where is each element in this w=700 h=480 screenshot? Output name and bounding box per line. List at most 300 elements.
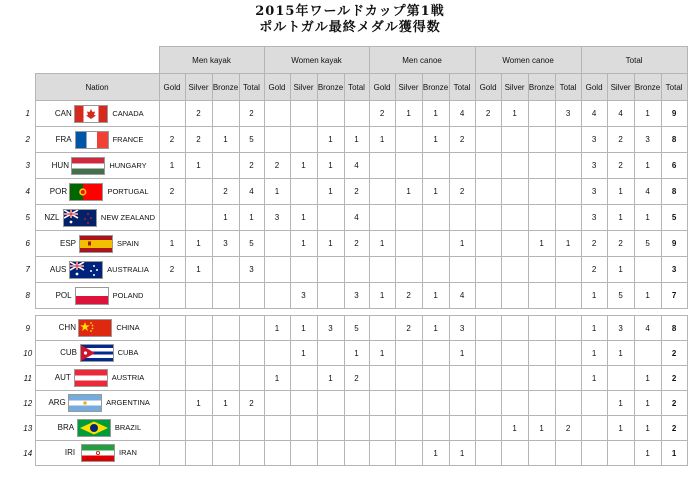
women-canoe-gold-cell bbox=[475, 257, 501, 283]
group-header-women-kayak: Women kayak bbox=[264, 47, 369, 74]
rank-number: 5 bbox=[25, 213, 30, 222]
men-canoe-total-cell bbox=[449, 391, 475, 416]
men-canoe-total-cell: 4 bbox=[449, 101, 475, 127]
men-canoe-total-cell: 4 bbox=[449, 283, 475, 309]
men-kayak-bronze-cell: 1 bbox=[212, 205, 239, 231]
total-silver-cell: 4 bbox=[607, 101, 634, 127]
total-silver-cell: 1 bbox=[607, 179, 634, 205]
women-kayak-gold-cell bbox=[264, 231, 290, 257]
women-canoe-total-cell bbox=[555, 366, 581, 391]
women-canoe-silver-cell: 1 bbox=[501, 416, 528, 441]
men-kayak-bronze-cell: 1 bbox=[212, 127, 239, 153]
total-bronze-cell: 3 bbox=[634, 127, 661, 153]
women-kayak-total-cell: 2 bbox=[344, 366, 369, 391]
nation-code: CAN bbox=[54, 108, 72, 118]
men-canoe-silver-cell bbox=[395, 441, 422, 466]
women-kayak-gold-cell bbox=[264, 441, 290, 466]
nation-cell bbox=[35, 341, 159, 366]
nation-cell bbox=[35, 231, 159, 257]
women-canoe-gold-cell bbox=[475, 205, 501, 231]
women-kayak-bronze-cell bbox=[317, 341, 344, 366]
men-kayak-silver-cell bbox=[185, 316, 212, 341]
nation-name: ARGENTINA bbox=[106, 398, 150, 408]
women-kayak-total-cell: 5 bbox=[344, 316, 369, 341]
men-kayak-silver-cell bbox=[185, 341, 212, 366]
women-kayak-silver-cell bbox=[290, 366, 317, 391]
women-kayak-bronze-cell bbox=[317, 205, 344, 231]
medal-table bbox=[21, 46, 688, 466]
women-kayak-total-cell bbox=[344, 441, 369, 466]
women-kayak-bronze-cell bbox=[317, 416, 344, 441]
men-kayak-silver-cell: 1 bbox=[185, 231, 212, 257]
subheader-women-kayak-total: Total bbox=[344, 74, 369, 101]
women-canoe-silver-cell bbox=[501, 341, 528, 366]
men-kayak-gold-cell: 2 bbox=[159, 127, 185, 153]
women-kayak-total-cell: 2 bbox=[344, 231, 369, 257]
total-gold-cell bbox=[581, 416, 607, 441]
women-kayak-bronze-cell bbox=[317, 257, 344, 283]
total-silver-cell bbox=[607, 366, 634, 391]
men-canoe-bronze-cell bbox=[422, 231, 449, 257]
total-total-cell: 6 bbox=[661, 153, 687, 179]
total-silver-cell: 1 bbox=[607, 205, 634, 231]
men-canoe-silver-cell bbox=[395, 231, 422, 257]
men-kayak-total-cell: 1 bbox=[239, 205, 264, 231]
men-kayak-silver-cell: 1 bbox=[185, 257, 212, 283]
men-canoe-bronze-cell: 1 bbox=[422, 127, 449, 153]
women-kayak-bronze-cell: 1 bbox=[317, 153, 344, 179]
women-canoe-total-cell bbox=[555, 441, 581, 466]
total-bronze-cell: 4 bbox=[634, 316, 661, 341]
men-kayak-silver-cell bbox=[185, 179, 212, 205]
women-canoe-total-cell bbox=[555, 283, 581, 309]
total-silver-cell: 1 bbox=[607, 341, 634, 366]
men-kayak-bronze-cell bbox=[212, 366, 239, 391]
group-header-men-canoe: Men canoe bbox=[369, 47, 475, 74]
argentina-flag-icon bbox=[68, 394, 102, 412]
iran-flag-icon bbox=[81, 444, 115, 462]
total-total-cell: 3 bbox=[661, 257, 687, 283]
women-canoe-bronze-cell bbox=[528, 316, 555, 341]
total-total-cell: 7 bbox=[661, 283, 687, 309]
men-canoe-bronze-cell: 1 bbox=[422, 316, 449, 341]
table-row bbox=[21, 341, 687, 366]
women-kayak-total-cell: 2 bbox=[344, 179, 369, 205]
nation-cell bbox=[35, 441, 159, 466]
women-canoe-silver-cell: 1 bbox=[501, 101, 528, 127]
total-bronze-cell: 1 bbox=[634, 283, 661, 309]
men-kayak-total-cell bbox=[239, 441, 264, 466]
women-canoe-bronze-cell bbox=[528, 257, 555, 283]
nation-code: CUB bbox=[60, 348, 78, 358]
subheader-men-canoe-total: Total bbox=[449, 74, 475, 101]
women-kayak-gold-cell bbox=[264, 127, 290, 153]
total-silver-cell: 2 bbox=[607, 127, 634, 153]
rank-number: 3 bbox=[25, 161, 30, 170]
men-kayak-gold-cell bbox=[159, 341, 185, 366]
table-row bbox=[21, 391, 687, 416]
men-canoe-gold-cell bbox=[369, 316, 395, 341]
nation-name: HUNGARY bbox=[109, 160, 147, 170]
women-kayak-bronze-cell bbox=[317, 391, 344, 416]
men-canoe-gold-cell bbox=[369, 153, 395, 179]
nation-cell bbox=[35, 153, 159, 179]
women-canoe-silver-cell bbox=[501, 153, 528, 179]
men-canoe-bronze-cell bbox=[422, 341, 449, 366]
table-row bbox=[21, 153, 687, 179]
women-kayak-gold-cell: 1 bbox=[264, 316, 290, 341]
rank-number: 1 bbox=[25, 109, 30, 118]
men-canoe-total-cell: 1 bbox=[449, 341, 475, 366]
men-canoe-gold-cell: 1 bbox=[369, 283, 395, 309]
nation-cell bbox=[35, 257, 159, 283]
subheader-men-kayak-bronze: Bronze bbox=[212, 74, 239, 101]
total-silver-cell: 2 bbox=[607, 231, 634, 257]
nation-code: POR bbox=[49, 186, 68, 196]
men-canoe-gold-cell bbox=[369, 441, 395, 466]
men-kayak-total-cell: 4 bbox=[239, 179, 264, 205]
men-kayak-gold-cell: 1 bbox=[159, 231, 185, 257]
total-total-cell: 5 bbox=[661, 205, 687, 231]
table-row bbox=[21, 416, 687, 441]
total-bronze-cell: 1 bbox=[634, 153, 661, 179]
men-kayak-gold-cell bbox=[159, 316, 185, 341]
women-canoe-gold-cell bbox=[475, 127, 501, 153]
men-canoe-bronze-cell: 1 bbox=[422, 283, 449, 309]
total-total-cell: 9 bbox=[661, 101, 687, 127]
rank-number: 14 bbox=[23, 448, 33, 458]
men-kayak-total-cell: 5 bbox=[239, 231, 264, 257]
women-canoe-total-cell bbox=[555, 341, 581, 366]
women-canoe-bronze-cell bbox=[528, 366, 555, 391]
women-canoe-total-cell bbox=[555, 179, 581, 205]
women-canoe-total-cell bbox=[555, 316, 581, 341]
nation-name: SPAIN bbox=[117, 238, 139, 248]
cuba-flag-icon bbox=[80, 344, 114, 362]
men-kayak-gold-cell bbox=[159, 283, 185, 309]
women-canoe-bronze-cell bbox=[528, 441, 555, 466]
men-canoe-total-cell bbox=[449, 205, 475, 231]
nation-name: CUBA bbox=[117, 348, 139, 358]
women-kayak-total-cell bbox=[344, 257, 369, 283]
total-bronze-cell: 1 bbox=[634, 391, 661, 416]
men-kayak-gold-cell bbox=[159, 416, 185, 441]
women-kayak-total-cell: 1 bbox=[344, 127, 369, 153]
table-row bbox=[21, 205, 687, 231]
subheader-men-kayak-silver: Silver bbox=[185, 74, 212, 101]
men-canoe-silver-cell: 1 bbox=[395, 101, 422, 127]
men-canoe-bronze-cell bbox=[422, 416, 449, 441]
nation-name: PORTUGAL bbox=[107, 186, 149, 196]
men-canoe-silver-cell: 1 bbox=[395, 179, 422, 205]
men-kayak-total-cell: 2 bbox=[239, 153, 264, 179]
total-total-cell: 2 bbox=[661, 391, 687, 416]
women-kayak-gold-cell bbox=[264, 257, 290, 283]
men-canoe-silver-cell: 2 bbox=[395, 283, 422, 309]
nation-code: BRA bbox=[57, 423, 75, 433]
men-kayak-gold-cell bbox=[159, 205, 185, 231]
rank-number: 2 bbox=[25, 135, 30, 144]
nation-code: ESP bbox=[60, 238, 77, 248]
nation-cell bbox=[35, 391, 159, 416]
australia-flag-icon bbox=[69, 261, 103, 279]
table-row bbox=[21, 366, 687, 391]
women-kayak-gold-cell: 3 bbox=[264, 205, 290, 231]
men-kayak-bronze-cell bbox=[212, 441, 239, 466]
women-canoe-gold-cell bbox=[475, 441, 501, 466]
women-canoe-bronze-cell bbox=[528, 153, 555, 179]
newzealand-flag-icon bbox=[63, 209, 97, 227]
nation-code: FRA bbox=[55, 134, 72, 144]
women-kayak-silver-cell bbox=[290, 179, 317, 205]
women-kayak-total-cell bbox=[344, 416, 369, 441]
men-canoe-gold-cell bbox=[369, 179, 395, 205]
nation-code: NZL bbox=[44, 212, 60, 222]
total-gold-cell: 1 bbox=[581, 283, 607, 309]
total-bronze-cell bbox=[634, 341, 661, 366]
men-kayak-gold-cell bbox=[159, 391, 185, 416]
men-kayak-gold-cell: 1 bbox=[159, 153, 185, 179]
women-canoe-gold-cell bbox=[475, 366, 501, 391]
men-canoe-silver-cell bbox=[395, 391, 422, 416]
women-kayak-bronze-cell: 1 bbox=[317, 231, 344, 257]
poland-flag-icon bbox=[75, 287, 109, 305]
men-canoe-total-cell bbox=[449, 153, 475, 179]
nation-code: IRI bbox=[64, 448, 76, 458]
total-total-cell: 2 bbox=[661, 366, 687, 391]
women-kayak-bronze-cell bbox=[317, 441, 344, 466]
men-canoe-bronze-cell: 1 bbox=[422, 441, 449, 466]
men-kayak-silver-cell bbox=[185, 366, 212, 391]
men-canoe-silver-cell bbox=[395, 153, 422, 179]
total-bronze-cell: 1 bbox=[634, 416, 661, 441]
men-kayak-bronze-cell bbox=[212, 153, 239, 179]
total-total-cell: 1 bbox=[661, 441, 687, 466]
women-canoe-gold-cell bbox=[475, 341, 501, 366]
women-kayak-silver-cell: 1 bbox=[290, 341, 317, 366]
women-canoe-total-cell bbox=[555, 153, 581, 179]
men-canoe-silver-cell: 2 bbox=[395, 316, 422, 341]
men-kayak-total-cell: 2 bbox=[239, 101, 264, 127]
men-canoe-gold-cell bbox=[369, 391, 395, 416]
blank-header bbox=[21, 74, 35, 101]
subheader-total-total: Total bbox=[661, 74, 687, 101]
women-canoe-silver-cell bbox=[501, 283, 528, 309]
men-kayak-silver-cell: 1 bbox=[185, 391, 212, 416]
men-kayak-silver-cell: 2 bbox=[185, 127, 212, 153]
table-row bbox=[21, 316, 687, 341]
rank-number: 9 bbox=[25, 323, 30, 333]
men-canoe-gold-cell: 1 bbox=[369, 231, 395, 257]
women-kayak-gold-cell bbox=[264, 391, 290, 416]
total-gold-cell: 3 bbox=[581, 179, 607, 205]
rank-number: 6 bbox=[25, 239, 30, 248]
france-flag-icon bbox=[75, 131, 109, 149]
rank-number: 13 bbox=[23, 423, 33, 433]
total-gold-cell: 2 bbox=[581, 257, 607, 283]
women-canoe-gold-cell bbox=[475, 416, 501, 441]
portugal-flag-icon bbox=[69, 183, 103, 201]
subheader-men-canoe-gold: Gold bbox=[369, 74, 395, 101]
total-silver-cell bbox=[607, 441, 634, 466]
men-kayak-bronze-cell bbox=[212, 341, 239, 366]
total-silver-cell: 5 bbox=[607, 283, 634, 309]
men-canoe-gold-cell: 2 bbox=[369, 101, 395, 127]
women-canoe-total-cell bbox=[555, 127, 581, 153]
austria-flag-icon bbox=[74, 369, 108, 387]
men-canoe-total-cell bbox=[449, 366, 475, 391]
nation-name: FRANCE bbox=[112, 134, 144, 144]
total-gold-cell: 3 bbox=[581, 205, 607, 231]
group-header-men-kayak: Men kayak bbox=[159, 47, 264, 74]
nation-cell bbox=[35, 179, 159, 205]
women-kayak-gold-cell bbox=[264, 101, 290, 127]
subheader-women-canoe-silver: Silver bbox=[501, 74, 528, 101]
women-canoe-total-cell: 1 bbox=[555, 231, 581, 257]
women-kayak-gold-cell: 1 bbox=[264, 366, 290, 391]
men-kayak-gold-cell bbox=[159, 101, 185, 127]
total-bronze-cell bbox=[634, 257, 661, 283]
total-total-cell: 2 bbox=[661, 341, 687, 366]
men-canoe-silver-cell bbox=[395, 416, 422, 441]
women-canoe-gold-cell bbox=[475, 391, 501, 416]
nation-code: HUN bbox=[51, 160, 69, 170]
rank-number: 7 bbox=[25, 265, 30, 274]
nation-name: AUSTRALIA bbox=[107, 264, 149, 274]
men-kayak-bronze-cell: 2 bbox=[212, 179, 239, 205]
rank-number: 8 bbox=[25, 291, 30, 300]
women-kayak-silver-cell: 1 bbox=[290, 231, 317, 257]
women-canoe-total-cell: 3 bbox=[555, 101, 581, 127]
men-kayak-total-cell bbox=[239, 366, 264, 391]
total-bronze-cell: 1 bbox=[634, 366, 661, 391]
nation-cell bbox=[35, 283, 159, 309]
total-silver-cell: 3 bbox=[607, 316, 634, 341]
women-canoe-bronze-cell bbox=[528, 283, 555, 309]
women-kayak-bronze-cell: 1 bbox=[317, 366, 344, 391]
nation-cell bbox=[35, 101, 159, 127]
men-canoe-silver-cell bbox=[395, 341, 422, 366]
subheader-total-bronze: Bronze bbox=[634, 74, 661, 101]
nation-name: POLAND bbox=[112, 290, 144, 300]
women-canoe-silver-cell bbox=[501, 257, 528, 283]
table-row bbox=[21, 441, 687, 466]
women-canoe-bronze-cell: 1 bbox=[528, 416, 555, 441]
women-canoe-bronze-cell bbox=[528, 127, 555, 153]
men-canoe-gold-cell bbox=[369, 205, 395, 231]
spain-flag-icon bbox=[79, 235, 113, 253]
nation-cell bbox=[35, 366, 159, 391]
men-kayak-gold-cell bbox=[159, 366, 185, 391]
men-kayak-total-cell: 3 bbox=[239, 257, 264, 283]
blank-header bbox=[21, 47, 35, 74]
subheader-men-canoe-silver: Silver bbox=[395, 74, 422, 101]
women-canoe-bronze-cell bbox=[528, 341, 555, 366]
table-gap bbox=[21, 309, 687, 316]
table-row bbox=[21, 231, 687, 257]
subheader-men-kayak-total: Total bbox=[239, 74, 264, 101]
men-canoe-gold-cell: 1 bbox=[369, 341, 395, 366]
women-kayak-gold-cell bbox=[264, 341, 290, 366]
total-bronze-cell: 5 bbox=[634, 231, 661, 257]
subheader-men-kayak-gold: Gold bbox=[159, 74, 185, 101]
men-kayak-silver-cell: 1 bbox=[185, 153, 212, 179]
men-canoe-silver-cell bbox=[395, 257, 422, 283]
men-canoe-total-cell: 3 bbox=[449, 316, 475, 341]
women-kayak-silver-cell bbox=[290, 416, 317, 441]
nation-header: Nation bbox=[35, 74, 159, 101]
men-kayak-bronze-cell bbox=[212, 316, 239, 341]
rank-number: 10 bbox=[23, 348, 33, 358]
total-gold-cell: 4 bbox=[581, 101, 607, 127]
total-total-cell: 8 bbox=[661, 179, 687, 205]
women-canoe-gold-cell bbox=[475, 283, 501, 309]
women-canoe-silver-cell bbox=[501, 179, 528, 205]
men-kayak-gold-cell: 2 bbox=[159, 257, 185, 283]
women-kayak-silver-cell bbox=[290, 257, 317, 283]
men-canoe-total-cell bbox=[449, 257, 475, 283]
rank-number: 4 bbox=[25, 187, 30, 196]
men-kayak-silver-cell bbox=[185, 416, 212, 441]
women-canoe-total-cell bbox=[555, 205, 581, 231]
women-canoe-bronze-cell bbox=[528, 391, 555, 416]
women-canoe-bronze-cell bbox=[528, 179, 555, 205]
women-kayak-total-cell: 3 bbox=[344, 283, 369, 309]
men-canoe-bronze-cell bbox=[422, 366, 449, 391]
women-kayak-bronze-cell: 1 bbox=[317, 127, 344, 153]
men-canoe-total-cell bbox=[449, 416, 475, 441]
women-kayak-silver-cell bbox=[290, 101, 317, 127]
subheader-women-canoe-total: Total bbox=[555, 74, 581, 101]
women-canoe-bronze-cell bbox=[528, 205, 555, 231]
subheader-women-kayak-gold: Gold bbox=[264, 74, 290, 101]
women-canoe-total-cell bbox=[555, 257, 581, 283]
total-total-cell: 8 bbox=[661, 316, 687, 341]
women-kayak-silver-cell: 1 bbox=[290, 316, 317, 341]
men-kayak-bronze-cell: 1 bbox=[212, 391, 239, 416]
men-kayak-silver-cell: 2 bbox=[185, 101, 212, 127]
total-total-cell: 8 bbox=[661, 127, 687, 153]
men-canoe-silver-cell bbox=[395, 127, 422, 153]
total-total-cell: 2 bbox=[661, 416, 687, 441]
men-canoe-total-cell: 2 bbox=[449, 127, 475, 153]
total-silver-cell: 2 bbox=[607, 153, 634, 179]
women-kayak-total-cell bbox=[344, 101, 369, 127]
subheader-men-canoe-bronze: Bronze bbox=[422, 74, 449, 101]
nation-code: ARG bbox=[48, 398, 66, 408]
women-canoe-total-cell bbox=[555, 391, 581, 416]
men-canoe-gold-cell: 1 bbox=[369, 127, 395, 153]
nation-cell bbox=[35, 205, 159, 231]
men-canoe-total-cell: 1 bbox=[449, 231, 475, 257]
page-title: 2015年ワールドカップ第1戦 bbox=[255, 4, 445, 19]
nation-name: BRAZIL bbox=[114, 423, 142, 433]
nation-cell bbox=[35, 127, 159, 153]
hungary-flag-icon bbox=[71, 157, 105, 175]
men-canoe-silver-cell bbox=[395, 205, 422, 231]
women-kayak-gold-cell bbox=[264, 283, 290, 309]
subheader-women-kayak-silver: Silver bbox=[290, 74, 317, 101]
subheader-total-silver: Silver bbox=[607, 74, 634, 101]
women-kayak-total-cell: 1 bbox=[344, 341, 369, 366]
women-kayak-silver-cell: 1 bbox=[290, 205, 317, 231]
table-row bbox=[21, 257, 687, 283]
group-header-women-canoe: Women canoe bbox=[475, 47, 581, 74]
nation-code: AUS bbox=[49, 264, 67, 274]
men-canoe-bronze-cell: 1 bbox=[422, 179, 449, 205]
total-silver-cell: 1 bbox=[607, 391, 634, 416]
total-bronze-cell: 1 bbox=[634, 101, 661, 127]
